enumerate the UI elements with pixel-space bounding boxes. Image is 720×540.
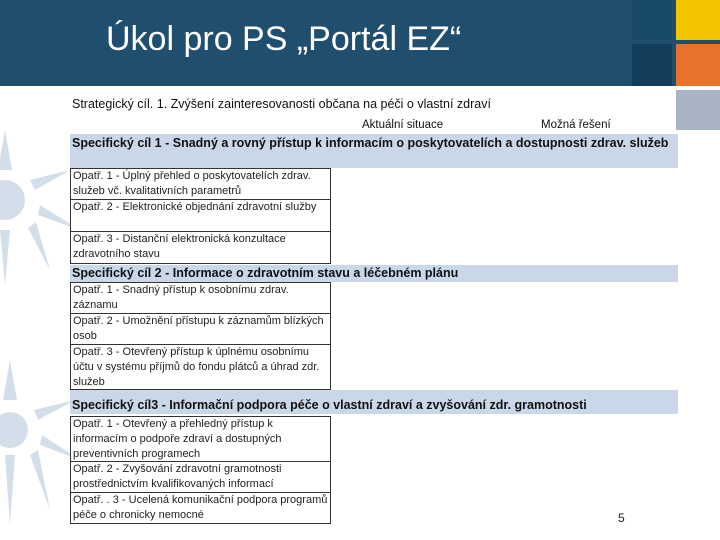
slide-title: Úkol pro PS „Portál EZ“ bbox=[106, 20, 462, 58]
decor-square-orange bbox=[676, 44, 720, 86]
decor-square-yellow bbox=[676, 0, 720, 40]
measure-row: Opatř. 2 - Umožnění přístupu k záznamům blízkých osob bbox=[70, 314, 331, 345]
measure-row: Opatř. 3 - Distanční elektronická konzultace zdravotního stavu bbox=[70, 232, 331, 264]
section-heading-2: Specifický cíl 2 - Informace o zdravotním stavu a léčebném plánu bbox=[72, 266, 459, 280]
page-number: 5 bbox=[618, 511, 625, 525]
decor-square-light bbox=[676, 90, 720, 130]
column-header-current: Aktuální situace bbox=[362, 119, 444, 131]
measure-row: Opatř. 2 - Elektronické objednání zdravotní služby bbox=[70, 200, 331, 232]
measure-row: Opatř. 1 - Snadný přístup k osobnímu zdrav. záznamu bbox=[70, 282, 331, 314]
measure-row: Opatř. 1 - Úplný přehled o poskytovatelích zdrav. služeb vč. kvalitativních parametrů bbox=[70, 168, 331, 200]
measure-row: Opatř. 3 - Otevřený přístup k úplnému osobnímu účtu v systému příjmů do fondu plátců a úhrad zdr. služeb bbox=[70, 345, 331, 390]
decor-square-dark bbox=[632, 44, 672, 86]
measure-row: Opatř. 1 - Otevřený a přehledný přístup k informacím o podpoře zdraví a dostupných preventivních programech bbox=[70, 416, 331, 462]
section-heading-1: Specifický cíl 1 - Snadný a rovný přístup k informacím o poskytovatelích a dostupnosti zdrav. služeb bbox=[72, 136, 669, 150]
section-heading-3: Specifický cíl3 - Informační podpora péče o vlastní zdraví a zvyšování zdr. gramotnosti bbox=[72, 398, 587, 412]
measure-row: Opatř. . 3 - Ucelená komunikační podpora programů péče o chronicky nemocné bbox=[70, 493, 331, 524]
strategic-goal: Strategický cíl. 1. Zvýšení zainteresovanosti občana na péči o vlastní zdraví bbox=[72, 97, 491, 111]
column-header-solution: Možná řešení bbox=[541, 119, 611, 131]
decor-square-navy bbox=[632, 0, 672, 40]
measure-row: Opatř. 2 - Zvyšování zdravotní gramotnosti prostřednictvím kvalifikovaných informací bbox=[70, 462, 331, 493]
